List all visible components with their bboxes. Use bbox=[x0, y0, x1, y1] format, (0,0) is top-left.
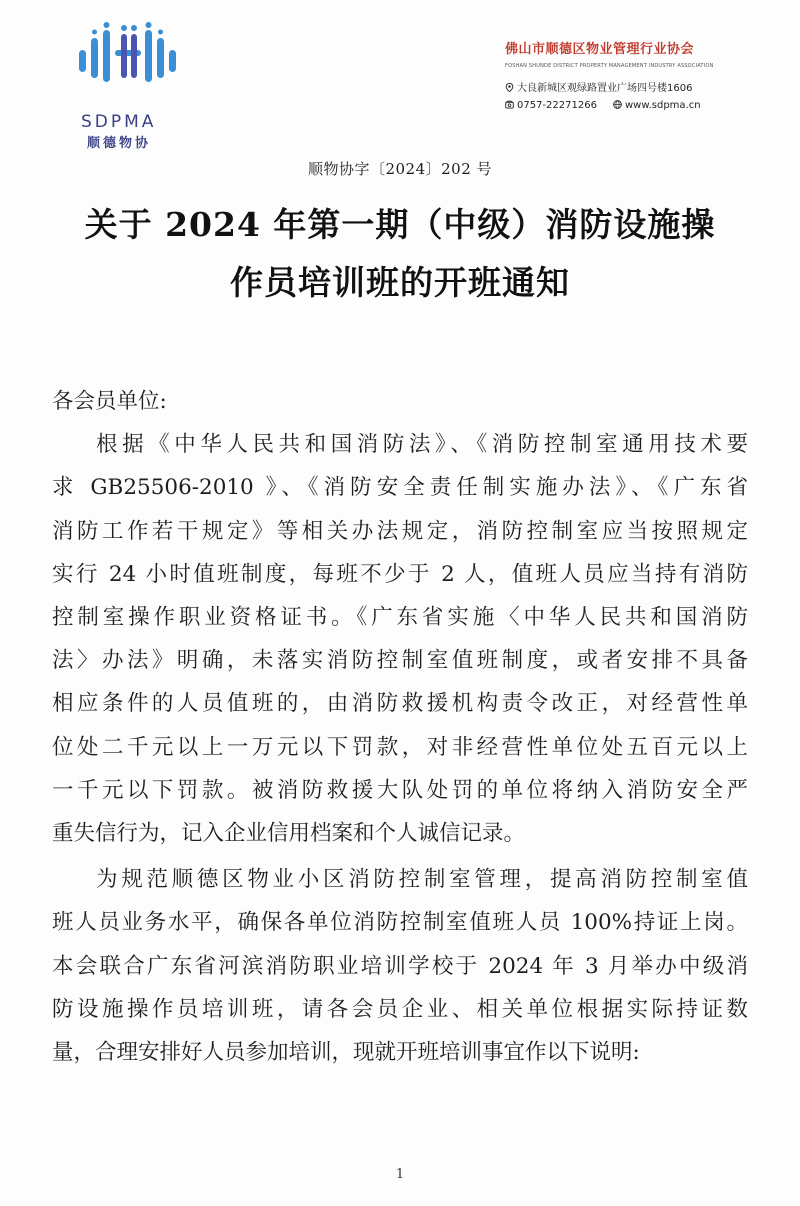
paragraph-line: 求 GB25506-2010 》、《消防安全责任制实施办法》、《广东省 bbox=[52, 475, 748, 501]
org-address bbox=[505, 79, 765, 94]
logo-text-en: SDPMA bbox=[81, 112, 157, 132]
title-line-2: 作员培训班的开班通知 bbox=[230, 263, 570, 302]
paragraph-line: 一千元以下罚款。被消防救援大队处罚的单位将纳入消防安全严 bbox=[52, 777, 748, 803]
sdpma-logo bbox=[75, 22, 180, 151]
address-text: 大良新城区观绿路置业广场四号楼1606 bbox=[517, 83, 693, 94]
salutation: 各会员单位: bbox=[52, 389, 167, 414]
paragraph-line: 重失信行为，记入企业信用档案和个人诚信记录。 bbox=[52, 821, 526, 847]
paragraph-line: 消防工作若干规定》等相关办法规定，消防控制室应当按照规定 bbox=[52, 518, 748, 544]
paragraph-line: 本会联合广东省河滨消防职业培训学校于 2024 年 3 月举办中级消 bbox=[52, 953, 748, 979]
document-number: 顺物协字〔2024〕202 号 bbox=[307, 160, 493, 178]
title-line-1: 关于 2024 年第一期（中级）消防设施操 bbox=[84, 205, 716, 244]
website-text: www.sdpma.cn bbox=[624, 100, 701, 111]
paragraph-line: 控制室操作职业资格证书。《广东省实施〈中华人民共和国消防 bbox=[52, 605, 748, 631]
paragraph-line: 量，合理安排好人员参加培训，现就开班培训事宜作以下说明: bbox=[52, 1040, 640, 1066]
document-body bbox=[52, 380, 748, 1074]
logo-text-cn: 顺德物协 bbox=[87, 136, 152, 151]
document-title bbox=[40, 196, 760, 312]
page-number: 1 bbox=[395, 1167, 405, 1182]
paragraph-line: 实行 24 小时值班制度，每班不少于 2 人，值班人员应当持有消防 bbox=[52, 561, 748, 587]
paragraph-2 bbox=[52, 858, 748, 1074]
paragraph-line: 法〉办法》明确，未落实消防控制室值班制度，或者安排不具备 bbox=[52, 648, 748, 674]
letterhead bbox=[0, 0, 800, 151]
paragraph-1 bbox=[52, 423, 748, 855]
globe-icon bbox=[613, 100, 622, 109]
paragraph-line: 位处二千元以上一万元以下罚款，对非经营性单位处五百元以上 bbox=[52, 734, 748, 760]
paragraph-line: 防设施操作员培训班，请各会员企业、相关单位根据实际持证数 bbox=[52, 996, 748, 1022]
paragraph-line: 为规范顺德区物业小区消防控制室管理，提高消防控制室值 bbox=[96, 867, 748, 893]
logo-bars-icon bbox=[75, 22, 180, 90]
org-contact bbox=[505, 100, 765, 111]
org-name-cn: 佛山市顺德区物业管理行业协会 bbox=[505, 42, 695, 57]
org-name-en: FOSHAN SHUNDE DISTRICT PROPERTY MANAGEMENT INDUSTRY ASSOCIATION bbox=[505, 63, 714, 69]
phone-text: 0757-22271266 bbox=[517, 100, 597, 111]
phone-icon bbox=[505, 100, 514, 109]
location-pin-icon bbox=[505, 83, 514, 92]
paragraph-line: 根据《中华人民共和国消防法》、《消防控制室通用技术要 bbox=[96, 432, 748, 458]
org-info bbox=[505, 38, 765, 111]
paragraph-line: 相应条件的人员值班的，由消防救援机构责令改正，对经营性单 bbox=[52, 691, 748, 717]
paragraph-line: 班人员业务水平，确保各单位消防控制室值班人员 100%持证上岗。 bbox=[52, 910, 748, 936]
